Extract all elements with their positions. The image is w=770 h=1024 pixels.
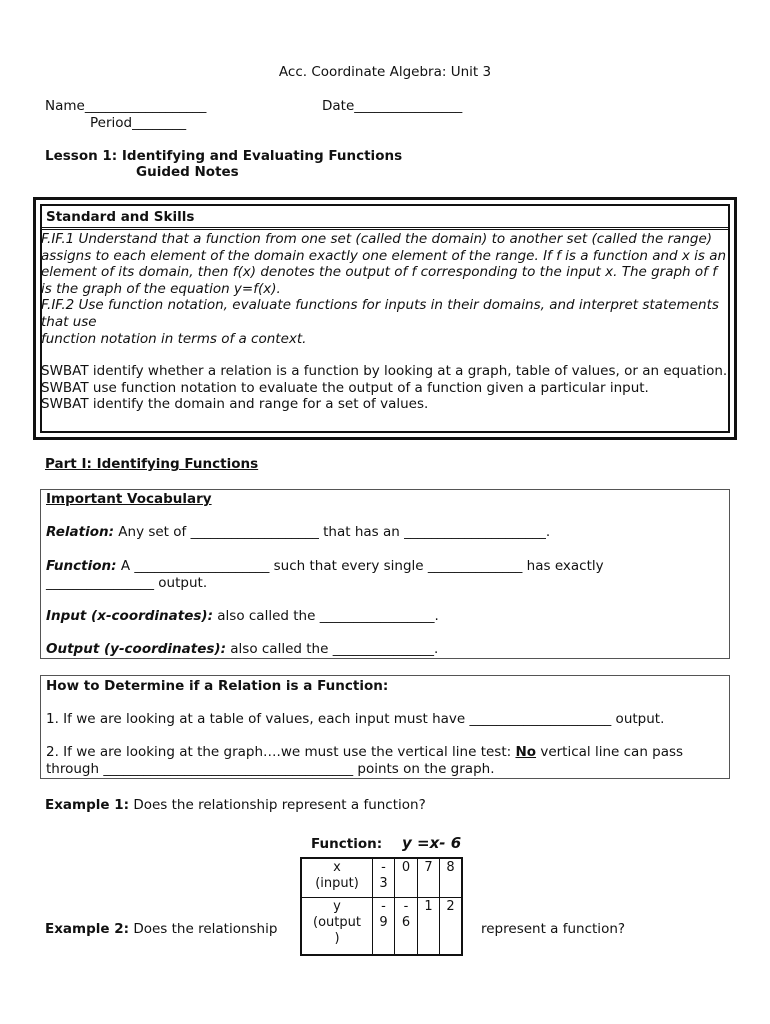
relation-definition [46, 524, 550, 540]
function-term: Function: [46, 558, 117, 574]
x-cell-4-value: 8 [446, 860, 455, 875]
example-2-text: Does the relationship [129, 921, 278, 937]
determine-item-1: 1. If we are looking at a table of values, each input must have _____________________ output. [46, 711, 665, 727]
y-cell-4 [440, 898, 463, 956]
output-term: Output (y-coordinates): [46, 641, 226, 657]
x-cell-1 [373, 858, 395, 898]
output-definition [46, 641, 438, 657]
input-definition [46, 608, 439, 624]
swbat-3: SWBAT identify the domain and range for a set of values. [41, 396, 429, 413]
function-definition [46, 558, 604, 574]
example-2 [45, 921, 277, 937]
determine-item-2-cont: through _____________________________________ points on the graph. [46, 761, 495, 777]
y-header [301, 898, 373, 956]
x-cell-2 [395, 858, 418, 898]
function-text: A ____________________ such that every single ______________ has exactly [116, 558, 604, 574]
y-cell-2-sign: - [403, 899, 409, 914]
x-cell-2-value: 0 [401, 860, 411, 875]
function-definition-cont: ________________ output. [46, 575, 208, 591]
lesson-title: Lesson 1: Identifying and Evaluating Functions [45, 148, 403, 164]
x-cell-4 [440, 858, 463, 898]
x-cell-1-sign: - [381, 860, 386, 875]
y-cell-3-value: 1 [424, 899, 433, 914]
y-cell-2-digit: 6 [401, 915, 411, 930]
y-cell-3 [418, 898, 440, 956]
period-field: Period________ [90, 115, 187, 131]
document-title: Acc. Coordinate Algebra: Unit 3 [278, 64, 492, 80]
table-row-y [301, 898, 462, 956]
standards-body [41, 231, 728, 413]
input-term: Input (x-coordinates): [46, 608, 213, 624]
x-header-sub: (input) [315, 876, 359, 891]
x-header [301, 858, 373, 898]
swbat-1: SWBAT identify whether a relation is a function by looking at a graph, table of values, or an equation. [41, 363, 728, 380]
x-cell-1-digit: 3 [379, 876, 388, 891]
lesson-subtitle: Guided Notes [136, 164, 239, 180]
vocabulary-box [40, 489, 730, 659]
relation-term: Relation: [46, 524, 114, 540]
y-cell-1-digit: 9 [379, 915, 388, 930]
relation-text: Any set of ___________________ that has an _____________________. [113, 524, 551, 540]
standards-box [33, 197, 737, 440]
part1-heading: Part I: Identifying Functions [45, 456, 259, 472]
output-text: also called the _______________. [225, 641, 439, 657]
y-header-label: y [333, 899, 341, 914]
standard-fif1: F.IF.1 Understand that a function from one set (called the domain) to another set (called the range) assigns to each element of the domain exactly one element of the range. If f is a function and x is an element of its domain, then f(x) denotes the output of f corresponding to the input x. The graph of f is the graph of the equation y=f(x). [41, 231, 727, 297]
name-field: Name__________________ [45, 98, 207, 114]
determine-function-box [40, 675, 730, 779]
standard-fif2-line2: function notation in terms of a context. [41, 330, 307, 347]
determine-heading: How to Determine if a Relation is a Function: [46, 678, 389, 694]
x-cell-3 [418, 858, 440, 898]
example-1-label: Example 1: [45, 797, 130, 813]
date-field: Date________________ [322, 98, 463, 114]
determine-item-2-text: 2. If we are looking at the graph….we must use the vertical line test: [46, 744, 516, 760]
function-label: Function: [311, 836, 383, 852]
determine-item-2-text-b: vertical line can pass [536, 744, 684, 760]
swbat-2: SWBAT use function notation to evaluate the output of a function given a particular input. [41, 379, 649, 396]
determine-item-2-no: No [515, 744, 537, 760]
y-header-sub-end: ) [334, 931, 340, 946]
example-1 [45, 797, 426, 813]
vocabulary-heading: Important Vocabulary [46, 491, 212, 507]
function-table [300, 857, 463, 956]
example-2-text-after: represent a function? [481, 921, 626, 937]
example-2-label: Example 2: [45, 921, 130, 937]
x-cell-3-value: 7 [424, 860, 433, 875]
y-cell-4-value: 2 [446, 899, 455, 914]
standards-heading: Standard and Skills [42, 206, 728, 230]
table-row-x [301, 858, 462, 898]
determine-item-2 [46, 744, 683, 760]
y-cell-1 [373, 898, 395, 956]
input-text: also called the _________________. [212, 608, 439, 624]
standard-fif2-line1: F.IF.2 Use function notation, evaluate functions for inputs in their domains, and interpret statements that use [41, 297, 719, 330]
function-equation: y =x- 6 [402, 834, 462, 852]
y-cell-2 [395, 898, 418, 956]
y-header-sub: (output [313, 915, 361, 930]
x-header-label: x [333, 860, 341, 875]
example-1-text: Does the relationship represent a function? [129, 797, 426, 813]
y-cell-1-sign: - [381, 899, 386, 914]
